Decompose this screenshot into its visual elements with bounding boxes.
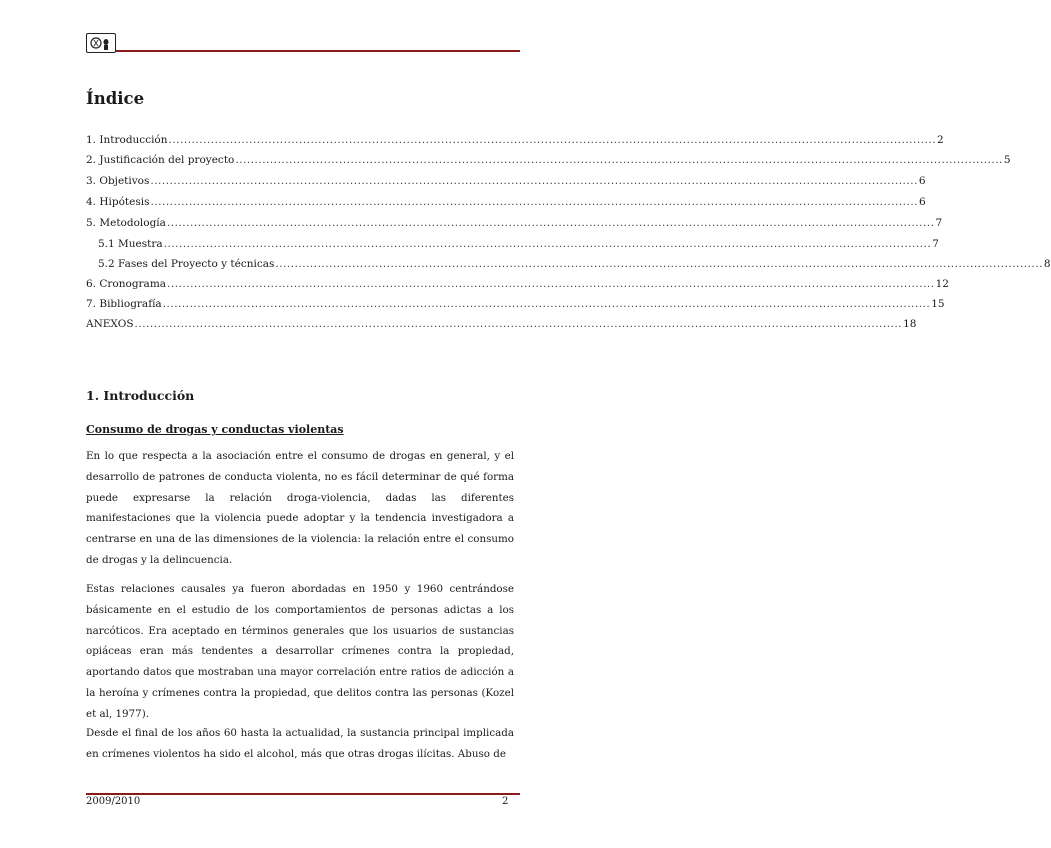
- toc-item-label: 4. Hipótesis: [86, 196, 150, 208]
- body-paragraph-1: En lo que respecta a la asociación entre el consumo de drogas en general, y el desarrollo de patrones de conducta violenta, no es fácil determinar de qué forma puede expresarse la relación droga-violencia, dadas las diferentes manifestaciones que la violencia puede adoptar y la tendencia investigadora a centrarse en una de las dimensiones de la violencia: la relación entre el consumo de drogas y la delincuencia.: [86, 450, 514, 566]
- toc-item-objetivos[interactable]: [86, 175, 926, 189]
- footer-year: 2009/2010: [86, 796, 141, 807]
- toc-page-number: 7: [935, 217, 943, 229]
- toc-item-label: 7. Bibliografía: [86, 298, 162, 310]
- toc-item-anexos[interactable]: [86, 318, 917, 332]
- toc-leader: ........................................................................................................................................................................................................: [166, 217, 935, 229]
- toc-leader: ........................................................................................................................................................................................................: [168, 134, 937, 146]
- toc-item-label: 3. Objetivos: [86, 175, 150, 187]
- toc-item-hipotesis[interactable]: [86, 196, 926, 210]
- toc-leader: ........................................................................................................................................................................................................: [150, 196, 919, 208]
- toc-item-label: 5.2 Fases del Proyecto y técnicas: [98, 258, 275, 270]
- toc-item-justificacion[interactable]: [86, 154, 1011, 168]
- body-paragraph-3: Desde el final de los años 60 hasta la actualidad, la sustancia principal implicada en crímenes violentos ha sido el alcohol, más que otras drogas ilícitas. Abuso de: [86, 727, 514, 760]
- toc-page-number: 15: [931, 298, 945, 310]
- toc-item-bibliografia[interactable]: [86, 298, 945, 312]
- toc-item-label: 5. Metodología: [86, 217, 166, 229]
- subsection-title: Consumo de drogas y conductas violentas: [86, 423, 344, 436]
- toc-leader: ........................................................................................................................................................................................................: [167, 278, 935, 290]
- toc-page-number: 6: [919, 196, 926, 208]
- toc-item-label: 1. Introducción: [86, 134, 168, 146]
- toc-leader: ........................................................................................................................................................................................................: [134, 318, 903, 330]
- section-title: 1. Introducción: [86, 388, 195, 403]
- toc-item-label: 6. Cronograma: [86, 278, 167, 290]
- toc-leader: ........................................................................................................................................................................................................: [163, 238, 932, 250]
- toc-leader: ........................................................................................................................................................................................................: [162, 298, 931, 310]
- footer-page-number: 2: [502, 796, 509, 807]
- toc-leader: ........................................................................................................................................................................................................: [150, 175, 918, 187]
- toc-item-cronograma[interactable]: [86, 278, 949, 292]
- toc-item-introduccion[interactable]: [86, 134, 944, 148]
- toc-page-number: 12: [935, 278, 949, 290]
- toc-item-metodologia[interactable]: [86, 217, 943, 231]
- toc-item-label: 5.1 Muestra: [98, 238, 163, 250]
- toc-leader: ........................................................................................................................................................................................................: [275, 258, 1043, 270]
- toc-page-number: 8: [1043, 258, 1051, 270]
- body-paragraph-2: Estas relaciones causales ya fueron abordadas en 1950 y 1960 centrándose básicamente en el estudio de los comportamientos de personas adictas a los narcóticos. Era aceptado en términos generales que los usuarios de sustancias opiáceas eran más tendentes a desarrollar crímenes contra la propiedad, aportando datos que mostraban una mayor correlación entre ratios de adicción a la heroína y crímenes contra la propiedad, que delitos contra las personas (Kozel et al, 1977).: [86, 583, 514, 720]
- university-logo-icon: [86, 33, 116, 53]
- header-rule: [116, 50, 520, 52]
- toc-page-number: 2: [937, 134, 944, 146]
- toc-item-label: ANEXOS: [86, 318, 134, 330]
- toc-item-label: 2. Justificación del proyecto: [86, 154, 235, 166]
- toc-item-muestra[interactable]: [86, 238, 939, 252]
- footer-rule: [86, 793, 520, 795]
- toc-leader: ........................................................................................................................................................................................................: [235, 154, 1003, 166]
- toc-page-number: 5: [1003, 154, 1011, 166]
- toc-page-number: 18: [903, 318, 917, 330]
- toc-item-fases[interactable]: [86, 258, 1051, 272]
- toc-page-number: 7: [932, 238, 939, 250]
- toc-page-number: 6: [918, 175, 926, 187]
- toc-title: Índice: [86, 89, 145, 108]
